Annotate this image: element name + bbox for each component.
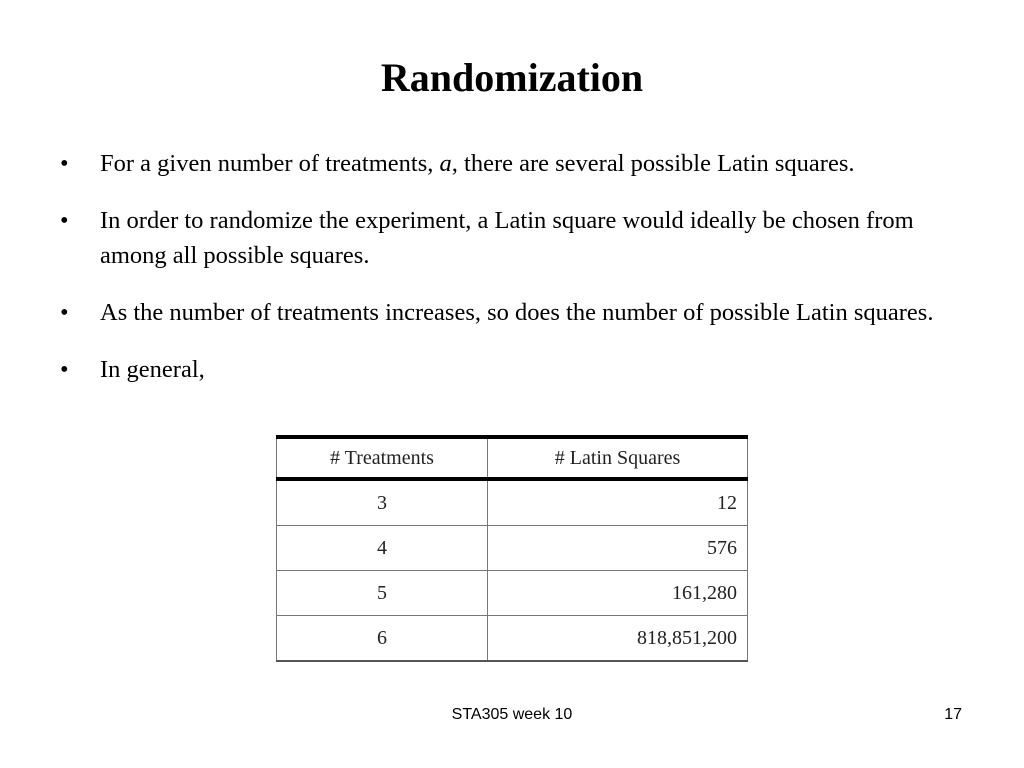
cell-latin-squares: 818,851,200 <box>488 616 748 662</box>
bullet-item <box>60 352 960 387</box>
table-row <box>277 526 748 571</box>
bullet-list <box>60 146 960 409</box>
footer-course-label: STA305 week 10 <box>451 706 573 723</box>
bullet-marker: • <box>60 150 69 177</box>
bullet-item <box>60 146 960 181</box>
cell-treatments: 5 <box>277 571 488 616</box>
cell-treatments: 4 <box>277 526 488 571</box>
bullet-text-part: For a given number of treatments, <box>100 150 440 177</box>
cell-treatments: 3 <box>277 479 488 526</box>
table-row <box>277 571 748 616</box>
cell-latin-squares: 12 <box>488 479 748 526</box>
table-row <box>277 616 748 662</box>
slide-title: Randomization <box>380 55 644 100</box>
bullet-text: As the number of treatments increases, so does the number of possible Latin squares. <box>100 299 934 326</box>
table-header-row <box>277 437 748 479</box>
bullet-text-part: , there are several possible Latin squares. <box>451 150 855 177</box>
header-treatments: # Treatments <box>277 437 488 479</box>
cell-latin-squares: 576 <box>488 526 748 571</box>
bullet-marker: • <box>60 207 69 234</box>
cell-treatments: 6 <box>277 616 488 662</box>
bullet-text: In order to randomize the experiment, a Latin square would ideally be chosen from among all possible squares. <box>100 207 914 269</box>
bullet-text: In general, <box>100 356 205 383</box>
latin-squares-table-container <box>276 435 748 662</box>
bullet-item <box>60 295 960 330</box>
bullet-marker: • <box>60 299 69 326</box>
bullet-marker: • <box>60 356 69 383</box>
bullet-italic-variable: a <box>439 150 452 177</box>
cell-latin-squares: 161,280 <box>488 571 748 616</box>
header-latin-squares: # Latin Squares <box>488 437 748 479</box>
footer-page-number: 17 <box>944 706 962 723</box>
bullet-item <box>60 203 960 273</box>
latin-squares-table <box>276 435 748 662</box>
table-row <box>277 479 748 526</box>
